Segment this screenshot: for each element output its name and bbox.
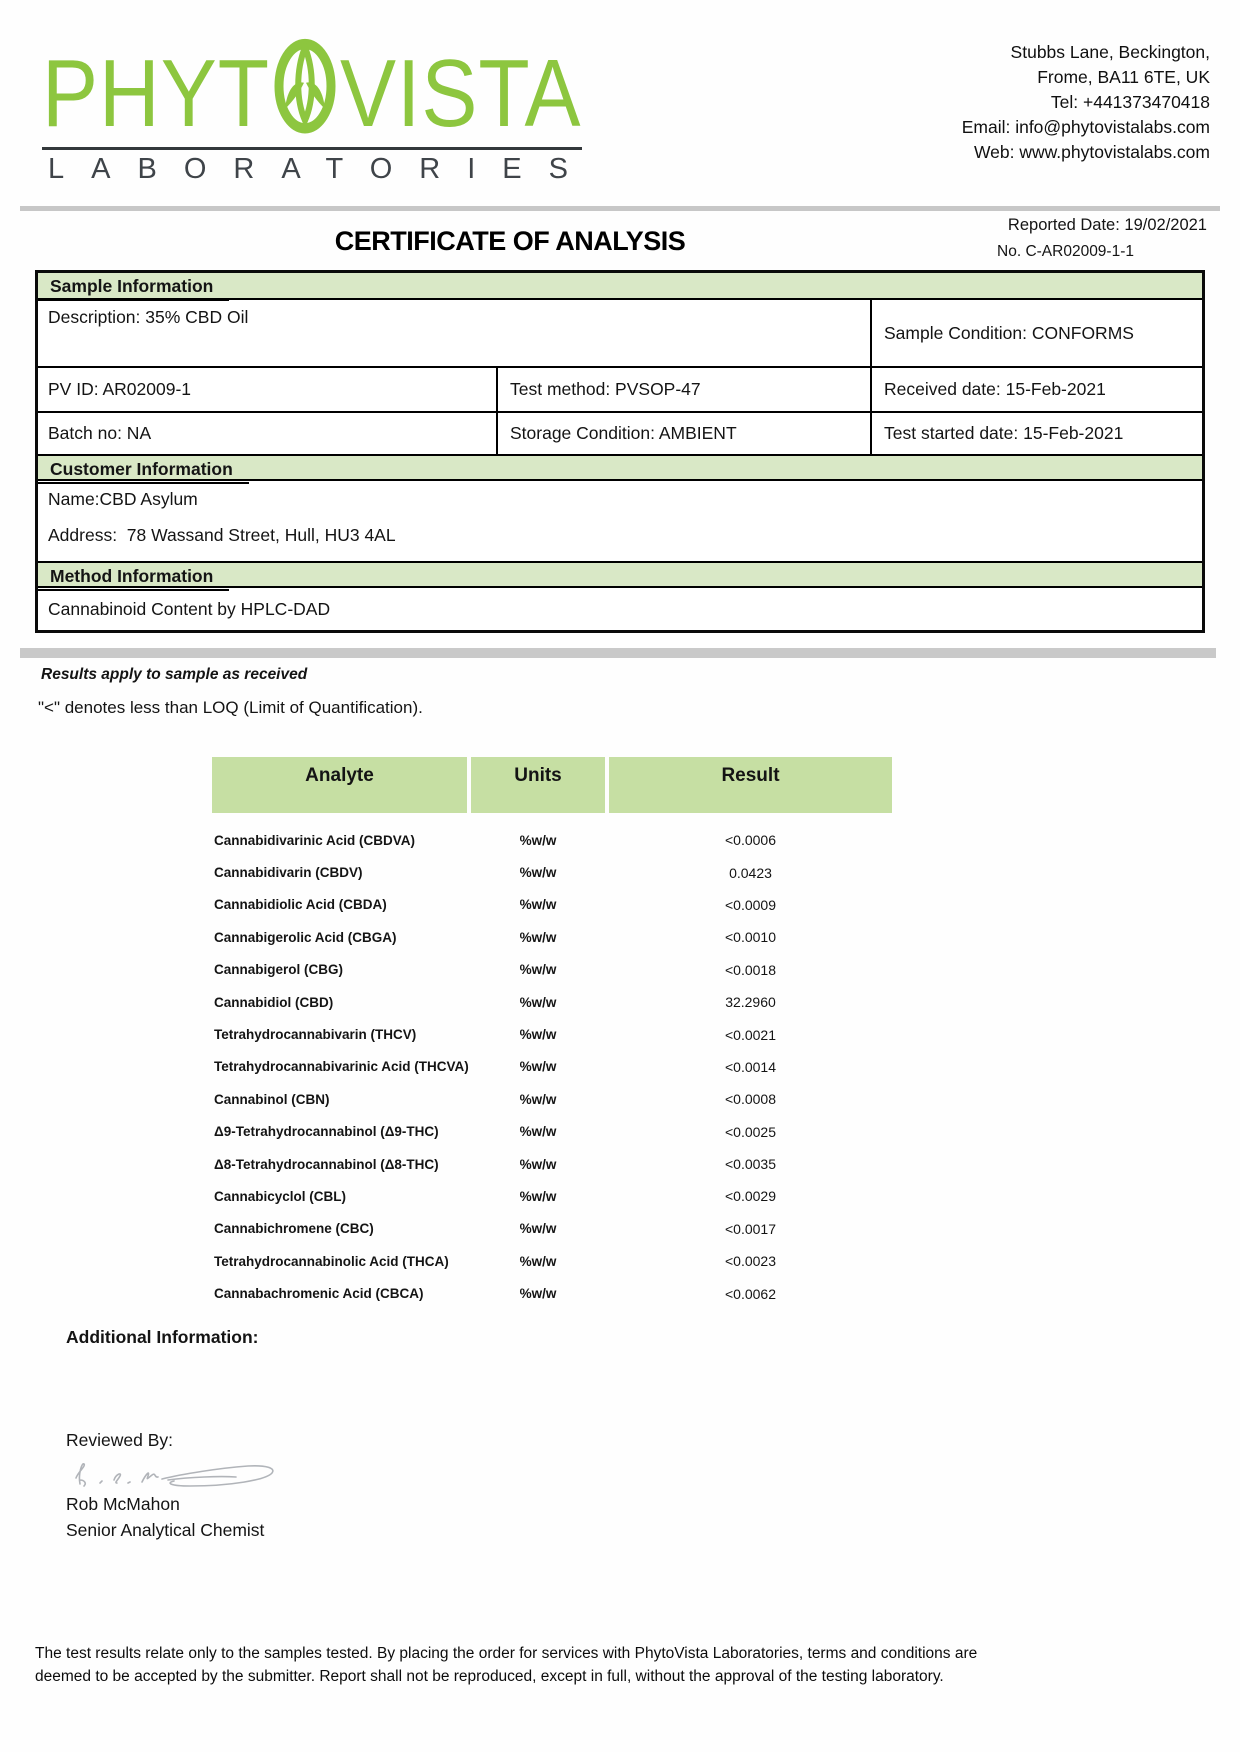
results-units-cell: %w/w xyxy=(519,1156,557,1172)
pv-id-cell: PV ID: AR02009-1 xyxy=(38,368,498,411)
contact-phone: Tel: +441373470418 xyxy=(1050,92,1210,112)
results-table-row xyxy=(212,1083,888,1115)
results-table-row xyxy=(212,954,888,986)
results-result-cell: 32.2960 xyxy=(725,994,776,1011)
results-analyte-cell: Tetrahydrocannabivarinic Acid (THCVA) xyxy=(214,1059,469,1075)
results-units-cell: %w/w xyxy=(519,832,557,848)
results-result-cell: <0.0062 xyxy=(725,1285,776,1302)
results-table-row xyxy=(212,921,888,953)
additional-information-label: Additional Information: xyxy=(66,1327,259,1347)
results-analyte-cell: Cannabidiolic Acid (CBDA) xyxy=(214,897,387,913)
results-table-row xyxy=(212,824,888,856)
results-result-cell: <0.0025 xyxy=(725,1123,776,1140)
header-rule xyxy=(20,206,1220,211)
results-result-cell: <0.0006 xyxy=(725,832,776,849)
results-table-row xyxy=(212,1018,888,1050)
results-units-cell: %w/w xyxy=(519,1253,557,1269)
customer-name-line xyxy=(48,489,1192,510)
logo-text-right: VISTA xyxy=(340,38,582,147)
customer-name-value: CBD Asylum xyxy=(99,489,198,509)
sample-condition-cell: Sample Condition: CONFORMS xyxy=(884,322,1134,343)
results-analyte-cell: Cannabigerolic Acid (CBGA) xyxy=(214,929,397,945)
box-shadow-bar xyxy=(20,648,1216,658)
storage-condition-cell: Storage Condition: AMBIENT xyxy=(498,413,872,454)
sample-row-ids xyxy=(38,368,1202,411)
results-result-cell: <0.0035 xyxy=(725,1156,776,1173)
results-analyte-cell: Cannabigerol (CBG) xyxy=(214,962,344,978)
loq-note: "<" denotes less than LOQ (Limit of Quantification). xyxy=(38,698,423,717)
contact-address-line2: Frome, BA11 6TE, UK xyxy=(1037,67,1210,87)
results-analyte-cell: Cannabinol (CBN) xyxy=(214,1091,330,1107)
reviewer-name: Rob McMahon xyxy=(66,1494,180,1514)
results-result-cell: <0.0029 xyxy=(725,1188,776,1205)
results-result-cell: <0.0014 xyxy=(725,1058,776,1075)
customer-details xyxy=(38,481,1202,561)
results-result-cell: <0.0008 xyxy=(725,1091,776,1108)
results-table-row xyxy=(212,889,888,921)
results-analyte-cell: Cannabicyclol (CBL) xyxy=(214,1188,347,1204)
results-analyte-cell: Tetrahydrocannabivarin (THCV) xyxy=(214,1027,417,1043)
reviewed-by-label: Reviewed By: xyxy=(66,1430,173,1450)
results-analyte-cell: Cannabachromenic Acid (CBCA) xyxy=(214,1286,424,1302)
reviewer-title: Senior Analytical Chemist xyxy=(66,1520,265,1540)
footer-disclaimer xyxy=(35,1642,1210,1688)
logo-subtitle: LABORATORIES xyxy=(48,153,595,185)
results-table-body xyxy=(212,824,888,1310)
customer-name-label: Name: xyxy=(48,489,100,509)
phytovista-logo xyxy=(42,36,592,147)
results-table-header xyxy=(212,757,888,813)
results-units-cell: %w/w xyxy=(519,962,557,978)
results-result-cell: <0.0023 xyxy=(725,1253,776,1270)
results-units-cell: %w/w xyxy=(519,929,557,945)
results-analyte-cell: Cannabidiol (CBD) xyxy=(214,994,334,1010)
method-information-heading: Method Information xyxy=(38,566,229,591)
method-information-bar xyxy=(38,561,1202,588)
logo-divider xyxy=(42,147,582,150)
logo-wordmark xyxy=(42,36,592,149)
results-table-row xyxy=(212,1245,888,1277)
test-method-cell: Test method: PVSOP-47 xyxy=(498,368,872,411)
sample-row-batch xyxy=(38,411,1202,454)
lab-contact-block xyxy=(962,40,1210,165)
test-started-date-cell: Test started date: 15-Feb-2021 xyxy=(884,423,1124,443)
leaf-icon xyxy=(273,36,337,149)
sample-description-cell: Description: 35% CBD Oil xyxy=(38,300,872,366)
logo-text-left: PHYT xyxy=(42,38,271,147)
customer-address-value: 78 Wassand Street, Hull, HU3 4AL xyxy=(126,525,396,545)
contact-web: Web: www.phytovistalabs.com xyxy=(973,142,1210,162)
results-analyte-cell: Tetrahydrocannabinolic Acid (THCA) xyxy=(214,1253,449,1269)
customer-address-line xyxy=(48,525,1192,546)
results-units-cell: %w/w xyxy=(519,1027,557,1043)
results-analyte-cell: Cannabidivarinic Acid (CBDVA) xyxy=(214,832,416,848)
received-date-cell: Received date: 15-Feb-2021 xyxy=(884,379,1106,399)
results-table-row xyxy=(212,1148,888,1180)
reported-date: Reported Date: 19/02/2021 xyxy=(1007,216,1207,234)
results-units-cell: %w/w xyxy=(519,1286,557,1302)
results-units-cell: %w/w xyxy=(519,1221,557,1237)
results-analyte-cell: Δ8-Tetrahydrocannabinol (Δ8-THC) xyxy=(214,1156,439,1172)
info-box xyxy=(35,270,1205,633)
report-number: No. C-AR02009-1-1 xyxy=(997,243,1134,260)
sample-note: Results apply to sample as received xyxy=(41,666,308,683)
results-table-row xyxy=(212,856,888,888)
results-result-cell: 0.0423 xyxy=(729,864,772,881)
results-result-cell: <0.0018 xyxy=(725,961,776,978)
results-result-cell: <0.0021 xyxy=(725,1026,776,1043)
sample-row-description xyxy=(38,300,1202,368)
results-analyte-cell: Cannabidivarin (CBDV) xyxy=(214,865,363,881)
results-analyte-cell: Δ9-Tetrahydrocannabinol (Δ9-THC) xyxy=(214,1124,439,1140)
sample-information-heading: Sample Information xyxy=(38,276,229,301)
results-table-row xyxy=(212,1213,888,1245)
results-table-row xyxy=(212,1180,888,1212)
page-title: CERTIFICATE OF ANALYSIS xyxy=(334,226,686,256)
results-units-cell: %w/w xyxy=(519,1188,557,1204)
sample-information-bar xyxy=(38,273,1202,300)
footer-line1: The test results relate only to the samples tested. By placing the order for services with PhytoVista Laboratories, terms and conditions are xyxy=(35,1645,978,1662)
units-column-header: Units xyxy=(471,757,605,813)
analyte-column-header: Analyte xyxy=(212,757,467,813)
results-table-row xyxy=(212,1051,888,1083)
results-units-cell: %w/w xyxy=(519,994,557,1010)
results-table-row xyxy=(212,986,888,1018)
customer-information-heading: Customer Information xyxy=(38,459,249,484)
result-column-header: Result xyxy=(609,757,892,813)
results-units-cell: %w/w xyxy=(519,865,557,881)
results-table-row xyxy=(212,1116,888,1148)
results-table-row xyxy=(212,1277,888,1309)
results-units-cell: %w/w xyxy=(519,1059,557,1075)
results-units-cell: %w/w xyxy=(519,897,557,913)
results-table xyxy=(212,757,888,1310)
contact-email: Email: info@phytovistalabs.com xyxy=(961,117,1210,137)
batch-no-cell: Batch no: NA xyxy=(38,413,498,454)
footer-line2: deemed to be accepted by the submitter. Report shall not be reproduced, except in full, without the approval of the testing laboratory. xyxy=(35,1668,944,1685)
method-cell: Cannabinoid Content by HPLC-DAD xyxy=(48,598,331,619)
results-result-cell: <0.0010 xyxy=(725,929,776,946)
results-result-cell: <0.0009 xyxy=(725,896,776,913)
results-result-cell: <0.0017 xyxy=(725,1220,776,1237)
results-analyte-cell: Cannabichromene (CBC) xyxy=(214,1221,374,1237)
results-units-cell: %w/w xyxy=(519,1124,557,1140)
customer-address-label: Address: xyxy=(48,525,118,545)
contact-address-line1: Stubbs Lane, Beckington, xyxy=(1010,42,1210,62)
results-units-cell: %w/w xyxy=(519,1091,557,1107)
customer-information-bar xyxy=(38,454,1202,481)
